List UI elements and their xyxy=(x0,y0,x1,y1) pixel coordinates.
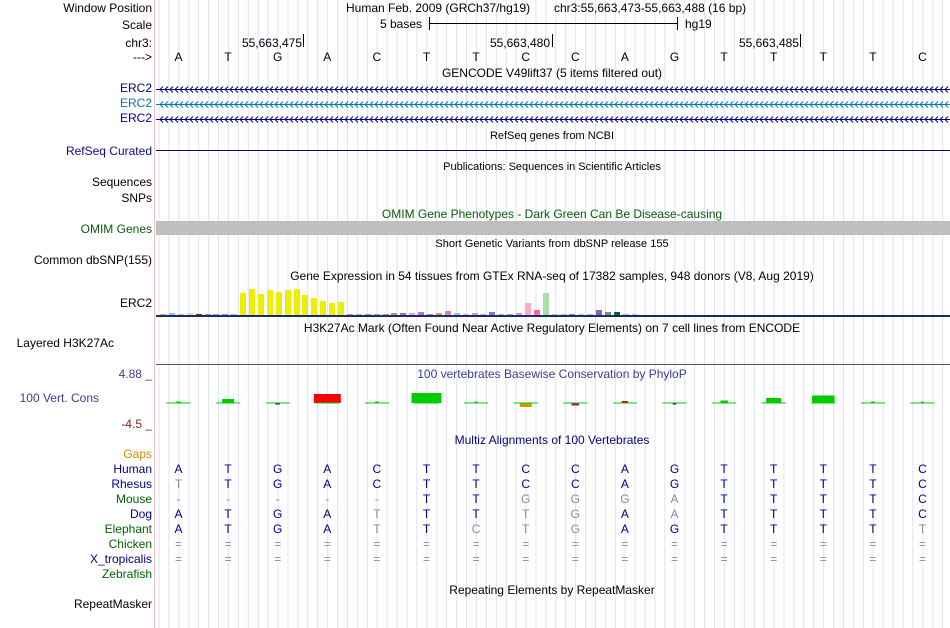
scale-text: 5 bases xyxy=(380,17,423,31)
sequence-base: C xyxy=(570,50,580,64)
alignment-base: = xyxy=(869,552,877,566)
alignment-base: T xyxy=(869,522,877,536)
phylop-score-mark xyxy=(812,396,835,404)
sequence-base: G xyxy=(273,50,283,64)
alignment-base: A xyxy=(323,522,332,536)
alignment-base: = xyxy=(472,537,480,551)
coord-label: 55,663,485 xyxy=(738,36,799,50)
sequence-base: T xyxy=(869,50,877,64)
alignment-base: T xyxy=(224,522,232,536)
alignment-base: G xyxy=(521,492,531,506)
alignment-base: = xyxy=(918,552,926,566)
alignment-base: = xyxy=(274,552,282,566)
gtex-tissue-bar[interactable] xyxy=(294,289,300,315)
omim-track-title[interactable]: OMIM Gene Phenotypes - Dark Green Can Be Disease-causing xyxy=(381,207,723,221)
alignment-base: A xyxy=(620,477,629,491)
alignment-base: C xyxy=(570,462,580,476)
species-label[interactable]: Mouse xyxy=(115,492,152,506)
gencode-item-label[interactable]: ERC2 xyxy=(119,111,152,125)
phylop-min-label: -4.5 _ xyxy=(121,417,152,431)
species-label[interactable]: Zebrafish xyxy=(101,567,152,581)
alignment-base: G xyxy=(570,507,580,521)
alignment-base: T xyxy=(819,477,827,491)
window-position-label: Window Position xyxy=(63,1,152,15)
alignment-base: T xyxy=(472,507,480,521)
gencode-track-title[interactable]: GENCODE V49lift37 (5 items filtered out) xyxy=(441,66,663,80)
sequence-base: T xyxy=(224,50,232,64)
alignment-base: = xyxy=(770,537,778,551)
alignment-base: A xyxy=(620,522,629,536)
phylop-score-mark xyxy=(222,399,234,403)
alignment-base: T xyxy=(869,477,877,491)
gtex-tissue-bar[interactable] xyxy=(320,301,326,315)
sequence-base: G xyxy=(669,50,680,64)
sequence-base: A xyxy=(620,50,629,64)
refseq-gene-line[interactable] xyxy=(156,150,950,151)
sequence-base: T xyxy=(422,50,431,64)
coord-tick xyxy=(800,34,801,47)
alignment-base: T xyxy=(819,507,827,521)
alignment-base: T xyxy=(918,522,927,536)
alignment-base: T xyxy=(720,477,728,491)
species-label[interactable]: Chicken xyxy=(108,537,152,551)
refseq-track-label[interactable]: RefSeq Curated xyxy=(65,144,152,158)
alignment-base: T xyxy=(422,507,431,521)
gtex-track-label[interactable]: ERC2 xyxy=(119,296,152,310)
sequence-base: T xyxy=(472,50,480,64)
alignment-base: = xyxy=(571,552,579,566)
sidebar-divider xyxy=(154,0,155,628)
alignment-base: T xyxy=(869,462,877,476)
alignment-base: = xyxy=(323,552,331,566)
multiz-gaps-label: Gaps xyxy=(123,447,152,461)
alignment-base: T xyxy=(770,507,778,521)
alignment-base: - xyxy=(374,492,379,506)
gtex-tissue-bar[interactable] xyxy=(338,302,344,315)
alignment-base: C xyxy=(471,522,481,536)
alignment-base: T xyxy=(224,477,232,491)
alignment-base: - xyxy=(325,492,330,506)
alignment-base: T xyxy=(869,492,877,506)
alignment-base: - xyxy=(176,492,181,506)
alignment-base: G xyxy=(620,492,630,506)
species-label[interactable]: X_tropicalis xyxy=(89,552,152,566)
alignment-base: = xyxy=(621,537,629,551)
species-label[interactable]: Rhesus xyxy=(111,477,152,491)
publications-track-title[interactable]: Publications: Sequences in Scientific Articles xyxy=(443,161,661,173)
alignment-base: T xyxy=(770,522,778,536)
alignment-base: = xyxy=(819,552,827,566)
alignment-base: T xyxy=(422,477,431,491)
alignment-base: C xyxy=(570,477,580,491)
gencode-transcript-line[interactable] xyxy=(156,115,950,124)
gtex-tissue-bar[interactable] xyxy=(302,295,308,315)
alignment-base: T xyxy=(373,522,381,536)
scale-label: Scale xyxy=(121,18,152,32)
alignment-base: G xyxy=(273,522,283,536)
alignment-base: T xyxy=(819,492,827,506)
alignment-base: T xyxy=(422,462,431,476)
alignment-base: = xyxy=(770,552,778,566)
alignment-base: = xyxy=(819,537,827,551)
assembly-text: Human Feb. 2009 (GRCh37/hg19) xyxy=(346,1,531,15)
sequence-base: A xyxy=(174,50,183,64)
alignment-base: T xyxy=(472,492,480,506)
alignment-base: = xyxy=(472,552,480,566)
alignment-base: T xyxy=(422,492,431,506)
alignment-base: = xyxy=(224,552,232,566)
alignment-base: C xyxy=(521,462,531,476)
coord-label: 55,663,480 xyxy=(489,36,550,50)
alignment-base: T xyxy=(522,507,530,521)
sequence-base: A xyxy=(323,50,332,64)
refseq-track-title[interactable]: RefSeq genes from NCBI xyxy=(489,130,615,142)
phylop-score-mark xyxy=(314,394,341,403)
sequence-base: C xyxy=(521,50,531,64)
alignment-base: = xyxy=(918,537,926,551)
alignment-base: = xyxy=(224,537,232,551)
alignment-base: T xyxy=(720,507,728,521)
gtex-tissue-bar[interactable] xyxy=(276,292,282,315)
gtex-tissue-bar[interactable] xyxy=(329,303,335,315)
alignment-base: T xyxy=(720,522,728,536)
alignment-base: = xyxy=(274,537,282,551)
alignment-base: G xyxy=(273,462,283,476)
alignment-base: = xyxy=(621,552,629,566)
alignment-base: A xyxy=(670,492,679,506)
alignment-base: T xyxy=(373,507,381,521)
gtex-tissue-bar[interactable] xyxy=(525,303,531,315)
alignment-base: = xyxy=(373,537,381,551)
phylop-track-title[interactable]: 100 vertebrates Basewise Conservation by PhyloP xyxy=(417,367,687,381)
alignment-base: A xyxy=(670,507,679,521)
publications-sequences-label[interactable]: Sequences xyxy=(91,175,152,189)
scale-bar-left-tick xyxy=(429,17,430,30)
alignment-base: T xyxy=(819,462,827,476)
alignment-base: = xyxy=(522,552,530,566)
phylop-max-label: 4.88 _ xyxy=(118,367,152,381)
alignment-base: G xyxy=(669,522,680,536)
alignment-base: = xyxy=(522,537,530,551)
alignment-base: T xyxy=(770,492,778,506)
alignment-base: C xyxy=(372,477,382,491)
alignment-base: = xyxy=(571,537,579,551)
position-text: chr3:55,663,473-55,663,488 (16 bp) xyxy=(554,1,747,15)
sequence-base: T xyxy=(720,50,728,64)
phylop-score-mark xyxy=(520,403,532,407)
sequence-base: T xyxy=(819,50,827,64)
gtex-track-title[interactable]: Gene Expression in 54 tissues from GTEx RNA-seq of 17382 samples, 948 donors (V8, Aug 2019) xyxy=(290,269,814,283)
alignment-base: = xyxy=(670,537,678,551)
species-label[interactable]: Human xyxy=(113,462,152,476)
h3k27ac-track-label[interactable]: Layered H3K27Ac xyxy=(16,336,114,350)
coord-tick xyxy=(552,34,553,47)
alignment-base: G xyxy=(570,492,580,506)
alignment-base: G xyxy=(273,507,283,521)
alignment-base: A xyxy=(323,462,332,476)
alignment-base: - xyxy=(226,492,231,506)
gtex-tissue-bar[interactable] xyxy=(285,290,291,315)
dbsnp-track-label[interactable]: Common dbSNP(155) xyxy=(33,253,152,267)
h3k27ac-baseline xyxy=(156,364,950,365)
alignment-base: T xyxy=(224,507,232,521)
alignment-base: A xyxy=(620,507,629,521)
repeatmasker-track-title[interactable]: Repeating Elements by RepeatMasker xyxy=(449,583,655,597)
species-label[interactable]: Dog xyxy=(129,507,152,521)
alignment-base: T xyxy=(869,507,877,521)
alignment-base: T xyxy=(720,462,728,476)
alignment-base: G xyxy=(273,477,283,491)
alignment-base: G xyxy=(570,522,580,536)
coord-label: 55,663,475 xyxy=(241,36,302,50)
multiz-track-title[interactable]: Multiz Alignments of 100 Vertebrates xyxy=(454,433,650,447)
alignment-base: T xyxy=(472,462,480,476)
sequence-base: C xyxy=(918,50,927,64)
phylop-score-mark xyxy=(766,398,781,403)
alignment-base: C xyxy=(918,492,927,506)
alignment-base: T xyxy=(770,462,778,476)
alignment-base: A xyxy=(174,462,183,476)
alignment-base: G xyxy=(669,462,680,476)
species-label[interactable]: Elephant xyxy=(104,522,152,536)
dbsnp-track-title[interactable]: Short Genetic Variants from dbSNP release 155 xyxy=(435,238,669,250)
gencode-transcript-line[interactable] xyxy=(156,85,950,94)
h3k27ac-track-title[interactable]: H3K27Ac Mark (Often Found Near Active Regulatory Elements) on 7 cell lines from ENCODE xyxy=(303,321,801,335)
gtex-tissue-bar[interactable] xyxy=(267,290,273,315)
omim-track-label[interactable]: OMIM Genes xyxy=(80,222,152,236)
alignment-base: G xyxy=(669,477,680,491)
alignment-base: A xyxy=(620,462,629,476)
gtex-tissue-bar[interactable] xyxy=(240,293,246,315)
alignment-base: T xyxy=(472,477,480,491)
alignment-base: A xyxy=(174,507,183,521)
alignment-base: T xyxy=(522,522,530,536)
alignment-base: = xyxy=(174,552,182,566)
strand-arrow-label: ---> xyxy=(133,50,152,64)
coord-tick xyxy=(303,34,304,47)
gtex-baseline xyxy=(156,315,950,317)
chrom-label: chr3: xyxy=(125,36,152,50)
alignment-base: T xyxy=(720,492,728,506)
phylop-conservation-plot[interactable] xyxy=(156,380,950,420)
alignment-base: = xyxy=(323,537,331,551)
alignment-base: = xyxy=(720,552,728,566)
alignment-base: = xyxy=(174,537,182,551)
alignment-base: T xyxy=(422,522,431,536)
gtex-tissue-bar[interactable] xyxy=(311,298,317,315)
omim-phenotype-bar[interactable] xyxy=(156,221,950,235)
scale-bar-right-tick xyxy=(677,17,678,30)
scale-bar xyxy=(429,23,677,24)
alignment-base: T xyxy=(224,462,232,476)
sequence-base: T xyxy=(770,50,778,64)
alignment-base: T xyxy=(819,522,827,536)
sequence-base: C xyxy=(372,50,382,64)
scale-db: hg19 xyxy=(685,17,712,31)
phylop-score-mark xyxy=(412,393,442,403)
alignment-base: A xyxy=(323,477,332,491)
alignment-base: T xyxy=(174,477,183,491)
alignment-base: C xyxy=(918,507,927,521)
gtex-tissue-bar[interactable] xyxy=(543,293,549,315)
alignment-base: C xyxy=(918,477,927,491)
alignment-base: = xyxy=(422,552,430,566)
gtex-tissue-bar[interactable] xyxy=(249,289,255,315)
phylop-track-label[interactable]: 100 Vert. Cons xyxy=(19,391,99,405)
alignment-base: C xyxy=(521,477,531,491)
alignment-base: T xyxy=(770,477,778,491)
gencode-item-label[interactable]: ERC2 xyxy=(119,96,152,110)
alignment-base: = xyxy=(720,537,728,551)
alignment-base: A xyxy=(174,522,183,536)
repeatmasker-track-label[interactable]: RepeatMasker xyxy=(73,597,152,611)
gencode-transcript-line[interactable] xyxy=(156,100,950,109)
gtex-tissue-bar[interactable] xyxy=(258,294,264,315)
alignment-base: = xyxy=(422,537,430,551)
alignment-base: C xyxy=(918,462,927,476)
alignment-base: A xyxy=(323,507,332,521)
publications-snps-label[interactable]: SNPs xyxy=(121,191,152,205)
alignment-base: = xyxy=(869,537,877,551)
alignment-base: - xyxy=(275,492,280,506)
gencode-item-label[interactable]: ERC2 xyxy=(119,81,152,95)
alignment-base: = xyxy=(670,552,678,566)
alignment-base: = xyxy=(373,552,381,566)
alignment-base: C xyxy=(372,462,382,476)
